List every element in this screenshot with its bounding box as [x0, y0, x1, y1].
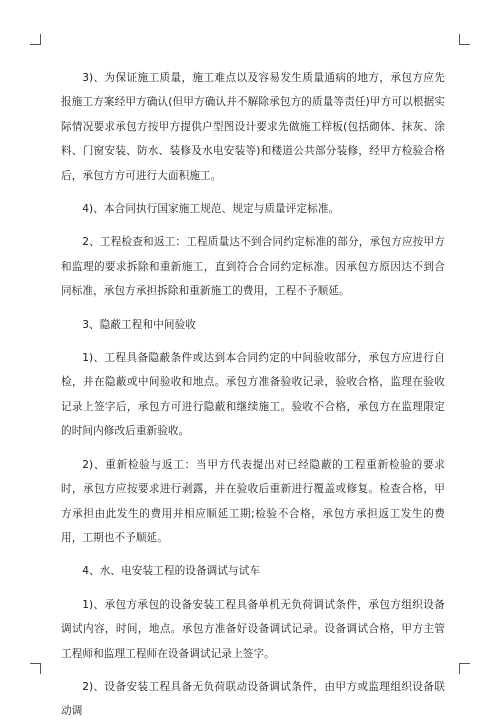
crop-mark-bottom-right	[459, 663, 470, 674]
crop-mark-bottom-left	[30, 663, 41, 674]
crop-mark-top-right	[459, 34, 470, 45]
paragraph-concealed-acceptance: 1)、工程具备隐蔽条件或达到本合同约定的中间验收部分，承包方应进行自检，并在隐蔽或中间验收和地点。承包方准备验收记录，验收合格，监理在验收记录上签字后，承包方可进行隐蔽和继续施工。验收不合格，承包方在监理限定的时间内修改后重新验收。	[61, 352, 445, 438]
crop-mark-top-left	[30, 34, 41, 45]
paragraph-reinspection-rework: 2)、重新检验与返工：当甲方代表提出对已经隐蔽的工程重新检验的要求时，承包方应按要求进行剥露，并在验收后重新进行覆盖或修复。检查合格，甲方承担由此发生的费用并相应顺延工期;检验不合格，承包方承担返工发生的费用，工期也不予顺延。	[61, 458, 445, 544]
paragraph-quality-construction-plan: 3)、为保证施工质量，施工难点以及容易发生质量通病的地方，承包方应先报施工方案经甲方确认(但甲方确认并不解除承包方的质量等责任)甲方可以根据实际情况要求承包方按甲方提供户型图设计要求先做施工样板(包括砌体、抹灰、涂料、门窗安装、防水、装修及水电安装等)和楼道公共部分装修，经甲方检验合格后，承包方方可进行大面积施工。	[61, 72, 445, 182]
paragraph-single-unit-commissioning: 1)、承包方承包的设备安装工程具备单机无负荷调试条件，承包方组织设备调试内容，时间，地点。承包方准备好设备调试记录。设备调试合格，甲方主管工程师和监理工程师在设备调试记录上签字。	[61, 598, 445, 660]
section-heading-equipment-commissioning: 4、水、电安装工程的设备调试与试车	[82, 565, 261, 578]
paragraph-inspection-rework: 2、工程检查和返工：工程质量达不到合同约定标准的部分，承包方应按甲方和监理的要求拆除和重新施工，直到符合合同约定标准。因承包方原因达不到合同标准，承包方承担拆除和重新施工的费用，工程不予顺延。	[61, 236, 445, 298]
section-heading-concealed-works: 3、隐蔽工程和中间验收	[82, 318, 196, 331]
paragraph-linked-commissioning: 2)、设备安装工程具备无负荷联动设备调试条件，由甲方或监理组织设备联动调	[61, 680, 445, 718]
paragraph-national-standards: 4)、本合同执行国家施工规范、规定与质量评定标准。	[82, 203, 340, 216]
document-body	[61, 66, 445, 724]
